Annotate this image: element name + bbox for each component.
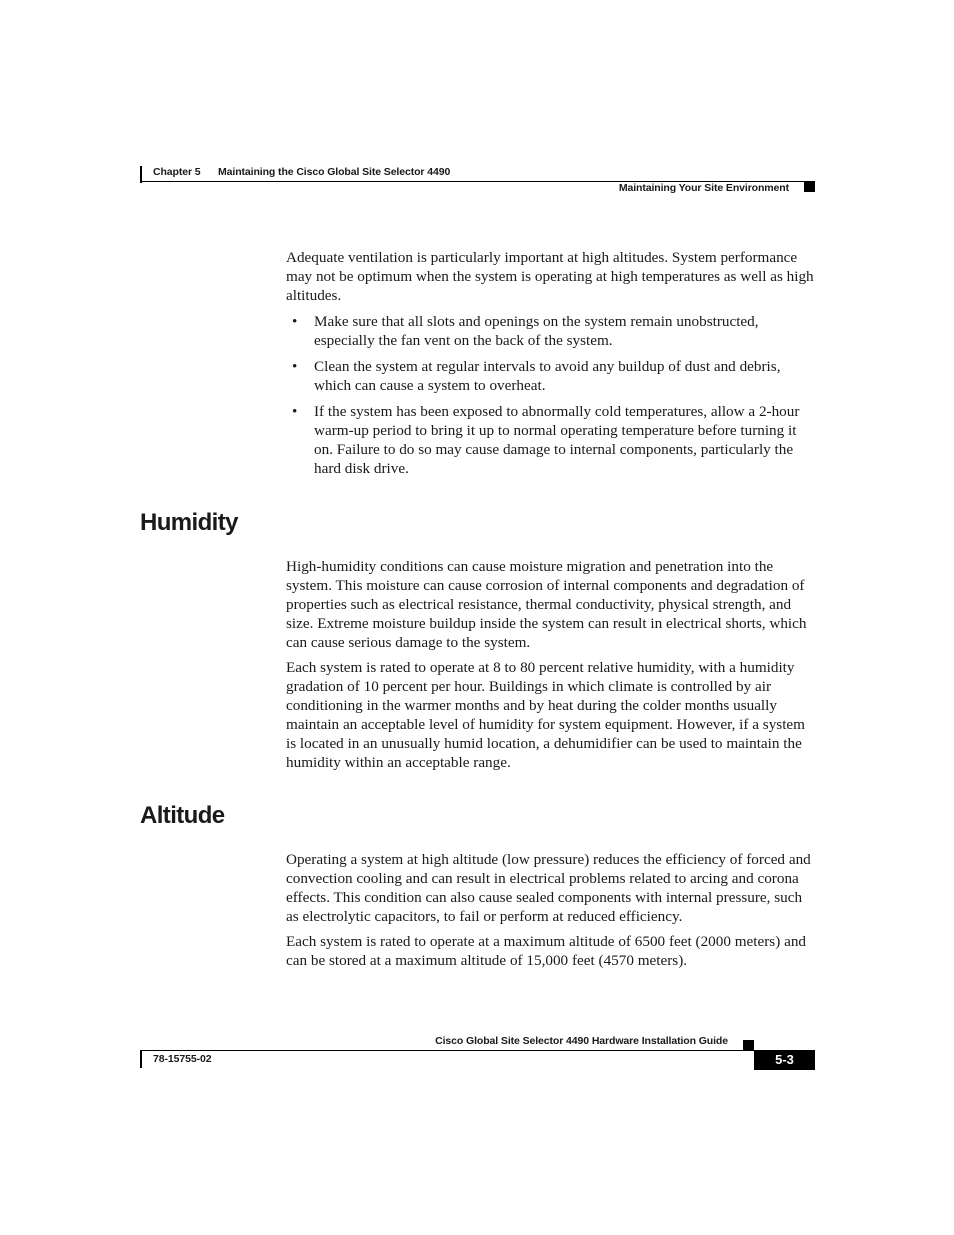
humidity-paragraph-2: Each system is rated to operate at 8 to 80 percent relative humidity, with a humidity gradation of 10 percent per hour. Buildings in which climate is controlled by air conditioning in the warmer months and by heat during the colder months usually maintain an acceptable level of humidity for system equipment. However, if a system is located in an unusually humid location, a dehumidifier can be used to maintain the humidity within an acceptable range. [286,659,805,771]
intro-paragraph: Adequate ventilation is particularly important at high altitudes. System performance may not be optimum when the system is operating at high temperatures as well as high altitudes. [286,249,814,304]
bullet-icon: • [292,313,298,330]
footer-guide-title: Cisco Global Site Selector 4490 Hardware Installation Guide [435,1035,728,1047]
bullet-icon: • [292,403,298,420]
humidity-paragraph-1: High-humidity conditions can cause moisture migration and penetration into the system. This moisture can cause corrosion of internal components and degradation of properties such as electrical resistance, thermal conductivity, physical strength, and size. Extreme moisture buildup inside the system can result in electrical shorts, which can cause serious damage to the system. [286,558,807,651]
header-marker-square [804,182,815,192]
bullet-text: If the system has been exposed to abnormally cold temperatures, allow a 2-hour warm-up period to bring it up to normal operating temperature before turning it on. Failure to do so may cause damage to internal components, particularly the hard disk drive. [314,403,800,477]
intro-bullet-list [286,312,816,485]
humidity-heading: Humidity [140,509,238,536]
list-item [286,312,816,350]
list-item [286,357,816,395]
bullet-text: Make sure that all slots and openings on the system remain unobstructed, especially the fan vent on the back of the system. [314,313,759,349]
header-chapter-title: Maintaining the Cisco Global Site Selector 4490 [218,166,451,178]
footer-doc-number: 78-15755-02 [153,1053,212,1065]
list-item [286,402,816,478]
bullet-icon: • [292,358,298,375]
footer-marker-square [743,1040,754,1050]
altitude-paragraph-1: Operating a system at high altitude (low pressure) reduces the efficiency of forced and convection cooling and can result in electrical problems related to arcing and corona effects. This condition can also cause sealed components with internal pressure, such as electrolytic capacitors, to fail or perform at reduced efficiency. [286,851,811,925]
header-section-title: Maintaining Your Site Environment [618,182,789,194]
footer-rule [140,1050,815,1051]
footer-page-number: 5-3 [754,1050,815,1070]
footer-left-bar [140,1050,142,1068]
altitude-paragraph-2: Each system is rated to operate at a maximum altitude of 6500 feet (2000 meters) and can be stored at a maximum altitude of 15,000 feet (4570 meters). [286,933,807,969]
bullet-text: Clean the system at regular intervals to avoid any buildup of dust and debris, which can cause a system to overheat. [314,358,781,394]
altitude-heading: Altitude [140,802,225,829]
header-chapter-label: Chapter 5 [153,166,201,178]
